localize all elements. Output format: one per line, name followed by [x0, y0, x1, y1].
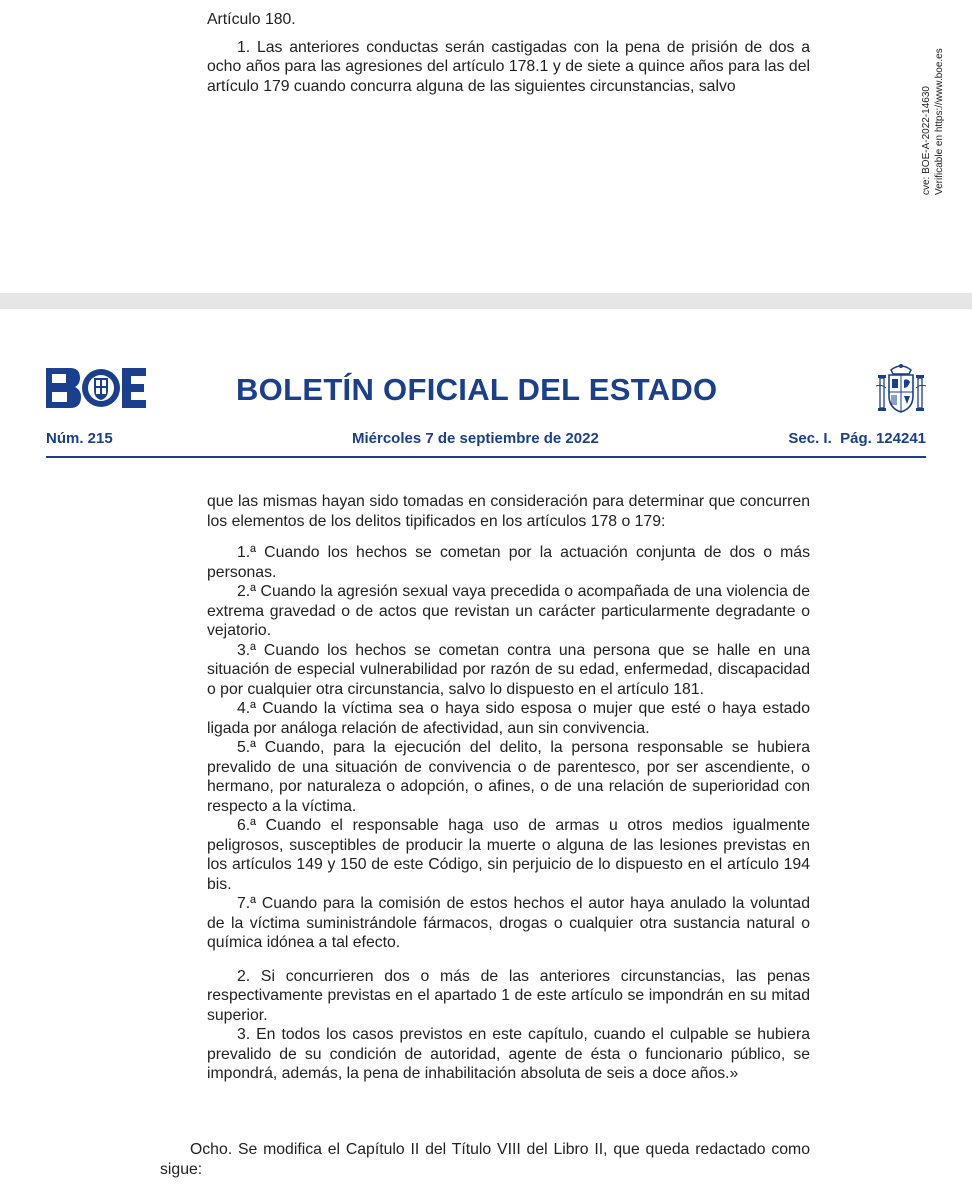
circumstance-item: 6.ª Cuando el responsable haga uso de armas u otros medios igualmente peligrosos, susceptibles de producir la muerte o alguna de las lesiones previstas en los artículos 149 y 150 de este Código, sin perjuicio de lo dispuesto en el artículo 194 bis.: [207, 817, 810, 893]
circumstance-item: 5.ª Cuando, para la ejecución del delito, la persona responsable se hubiera prevalido de una situación de convivencia o de parentesco, por ser ascendiente, o hermano, por naturaleza o adopción, o afines, o de una relación de superioridad con respecto a la víctima.: [207, 739, 810, 815]
article-body: [207, 492, 810, 1084]
issue-date: Miércoles 7 de septiembre de 2022: [352, 430, 599, 447]
page-separator: [0, 293, 972, 309]
previous-page-text: [207, 10, 810, 96]
amendment-ocho: [160, 1140, 810, 1179]
article-heading: Artículo 180.: [207, 11, 296, 28]
circumstance-item: 3.ª Cuando los hechos se cometan contra una persona que se halle en una situación de especial vulnerabilidad por razón de su edad, enfermedad, discapacidad o por cualquier otra circunstancia, salvo lo dispuesto en el artículo 181.: [207, 641, 810, 698]
circumstance-item: 1.ª Cuando los hechos se cometan por la actuación conjunta de dos o más personas.: [207, 544, 810, 581]
header-rule: [46, 456, 926, 458]
cve-verify-url: Verificable en https://www.boe.es: [934, 48, 945, 195]
article-paragraph-3: 3. En todos los casos previstos en este capítulo, cuando el culpable se hubiera prevalido de su condición de autoridad, agente de ésta o funcionario público, se impondrá, además, la pena de inhabilitación absoluta de seis a doce años.»: [207, 1026, 810, 1082]
article-paragraph-2: 2. Si concurrieren dos o más de las anteriores circunstancias, las penas respectivamente previstas en el apartado 1 de este artículo se impondrán en su mitad superior.: [207, 967, 810, 1024]
boe-header: [46, 362, 926, 422]
article-paragraph-1: 1. Las anteriores conductas serán castigadas con la pena de prisión de dos a ocho años para las agresiones del artículo 178.1 y de siete a quince años para las del artículo 179 cuando concurra alguna de las siguientes circunstancias, salvo: [207, 38, 810, 95]
issue-number: Núm. 215: [46, 430, 113, 447]
ocho-paragraph: Ocho. Se modifica el Capítulo II del Título VIII del Libro II, que queda redactado como sigue:: [160, 1141, 810, 1178]
boe-title: BOLETÍN OFICIAL DEL ESTADO: [236, 372, 718, 407]
cve-code: cve: BOE-A-2022-14630: [921, 86, 932, 195]
coat-of-arms-icon: [874, 362, 928, 416]
boe-logo-icon: [46, 368, 146, 408]
circumstance-item: 7.ª Cuando para la comisión de estos hechos el autor haya anulado la voluntad de la víctima suministrándole fármacos, drogas o cualquier otra sustancia natural o química idónea a tal efecto.: [207, 895, 810, 951]
issue-info-row: [46, 430, 926, 452]
circumstance-item: 2.ª Cuando la agresión sexual vaya precedida o acompañada de una violencia de extrema gravedad o de actos que revistan un carácter particularmente degradante o vejatorio.: [207, 583, 810, 639]
cve-verification: [920, 0, 946, 195]
intro-paragraph: que las mismas hayan sido tomadas en consideración para determinar que concurren los elementos de los delitos tipificados en los artículos 178 o 179:: [207, 493, 810, 530]
circumstance-item: 4.ª Cuando la víctima sea o haya sido esposa o mujer que esté o haya estado ligada por análoga relación de afectividad, aun sin convivencia.: [207, 700, 810, 737]
section-page: Sec. I. Pág. 124241: [788, 430, 926, 447]
